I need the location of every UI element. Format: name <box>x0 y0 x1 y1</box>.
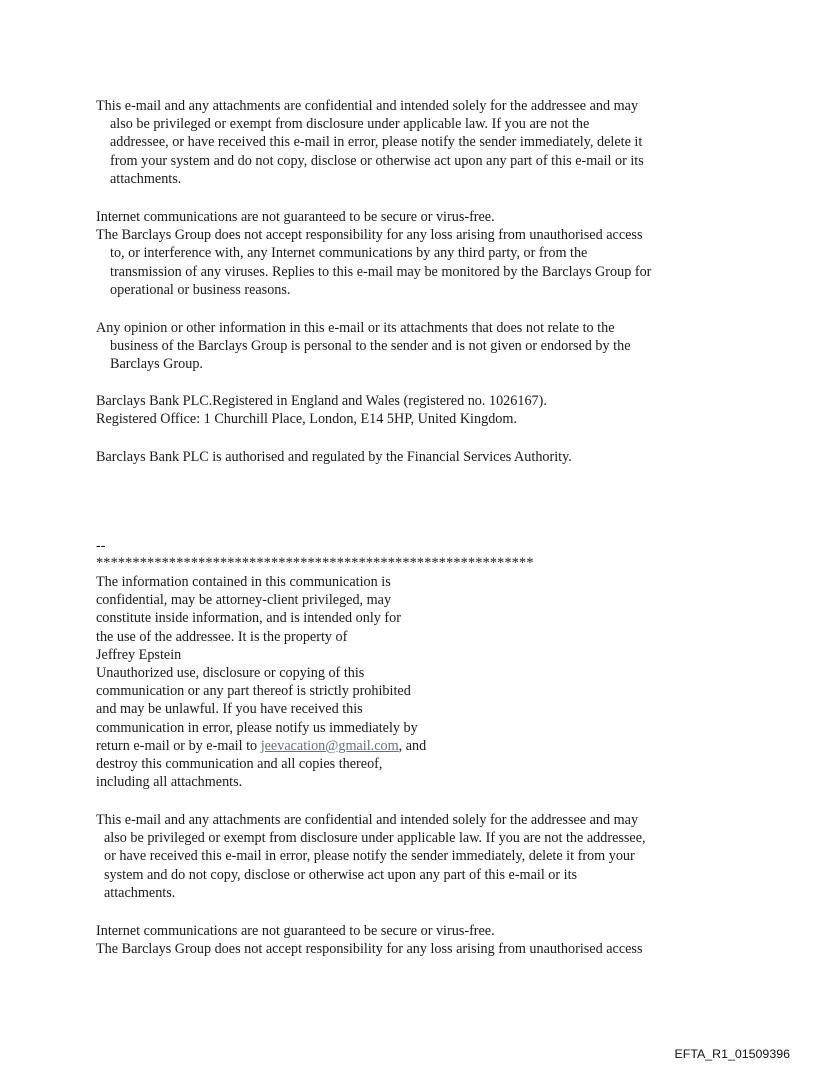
internet-paragraph-2 <box>96 922 726 958</box>
text-line: business of the Barclays Group is personal to the sender and is not given or endorsed by the <box>110 338 631 355</box>
text-line: The Barclays Group does not accept responsibility for any loss arising from unauthorised access <box>96 227 643 244</box>
signature-dash <box>96 537 726 555</box>
text-line: Internet communications are not guaranteed to be secure or virus-free. <box>96 923 495 939</box>
text-line: confidential, may be attorney-client privileged, may <box>96 592 392 609</box>
text-line: attachments. <box>110 170 182 187</box>
disclaimer-paragraph-1 <box>96 97 726 188</box>
asterisk-separator-line <box>96 554 726 572</box>
text-line: or have received this e-mail in error, please notify the sender immediately, delete it from your <box>104 848 635 865</box>
text-line: Barclays Bank PLC.Registered in England and Wales (registered no. 1026167). <box>96 393 547 409</box>
text-line: transmission of any viruses. Replies to this e-mail may be monitored by the Barclays Group for <box>110 263 652 280</box>
confidentiality-notice <box>96 573 726 791</box>
text-line: also be privileged or exempt from disclosure under applicable law. If you are not the <box>110 116 590 133</box>
text-line: addressee, or have received this e-mail in error, please notify the sender immediately, delete it <box>110 134 643 151</box>
internet-paragraph-1 <box>96 208 726 299</box>
return-email-line <box>96 737 726 755</box>
opinion-paragraph <box>96 319 726 374</box>
text-line: This e-mail and any attachments are confidential and intended solely for the addressee and may <box>96 98 639 114</box>
text-line: communication in error, please notify us immediately by <box>96 719 418 736</box>
text-line: system and do not copy, disclose or otherwise act upon any part of this e-mail or its <box>104 866 578 883</box>
email-link[interactable]: jeevacation@gmail.com <box>260 737 399 754</box>
text-line: attachments. <box>104 884 176 901</box>
text-line: also be privileged or exempt from disclosure under applicable law. If you are not the addressee, <box>104 830 646 847</box>
registration-paragraph <box>96 392 726 428</box>
text-line: This e-mail and any attachments are confidential and intended solely for the addressee and may <box>96 812 639 828</box>
asterisk-separator: ************************************************************ <box>96 555 534 571</box>
text-line: and may be unlawful. If you have received this <box>96 701 363 718</box>
text-line: constitute inside information, and is intended only for <box>96 610 401 627</box>
text-line: Registered Office: 1 Churchill Place, London, E14 5HP, United Kingdom. <box>96 411 517 428</box>
text-line: destroy this communication and all copies thereof, <box>96 756 383 773</box>
text-line: including all attachments. <box>96 774 243 791</box>
dash-separator: -- <box>96 538 106 554</box>
text-line: operational or business reasons. <box>110 281 291 298</box>
text-line: Unauthorized use, disclosure or copying of this <box>96 665 365 682</box>
text-line: Jeffrey Epstein <box>96 646 182 663</box>
return-prefix: return e-mail or by e-mail to <box>96 737 261 754</box>
disclaimer-paragraph-2 <box>96 811 726 902</box>
text-line: The Barclays Group does not accept responsibility for any loss arising from unauthorised access <box>96 941 643 958</box>
text-line: the use of the addressee. It is the property of <box>96 628 348 645</box>
text-line: to, or interference with, any Internet communications by any third party, or from the <box>110 245 588 262</box>
return-suffix: , and <box>398 737 427 754</box>
text-line: Barclays Bank PLC is authorised and regulated by the Financial Services Authority. <box>96 449 572 465</box>
text-line: communication or any part thereof is strictly prohibited <box>96 683 411 700</box>
text-line: from your system and do not copy, disclose or otherwise act upon any part of this e-mail or its <box>110 152 644 169</box>
text-line: Any opinion or other information in this e-mail or its attachments that does not relate to the <box>96 320 615 336</box>
document-id: EFTA_R1_01509396 <box>674 1047 790 1061</box>
text-line: Internet communications are not guaranteed to be secure or virus-free. <box>96 209 495 225</box>
authorised-paragraph <box>96 448 726 466</box>
text-line: Barclays Group. <box>110 356 203 373</box>
text-line: The information contained in this communication is <box>96 574 391 590</box>
